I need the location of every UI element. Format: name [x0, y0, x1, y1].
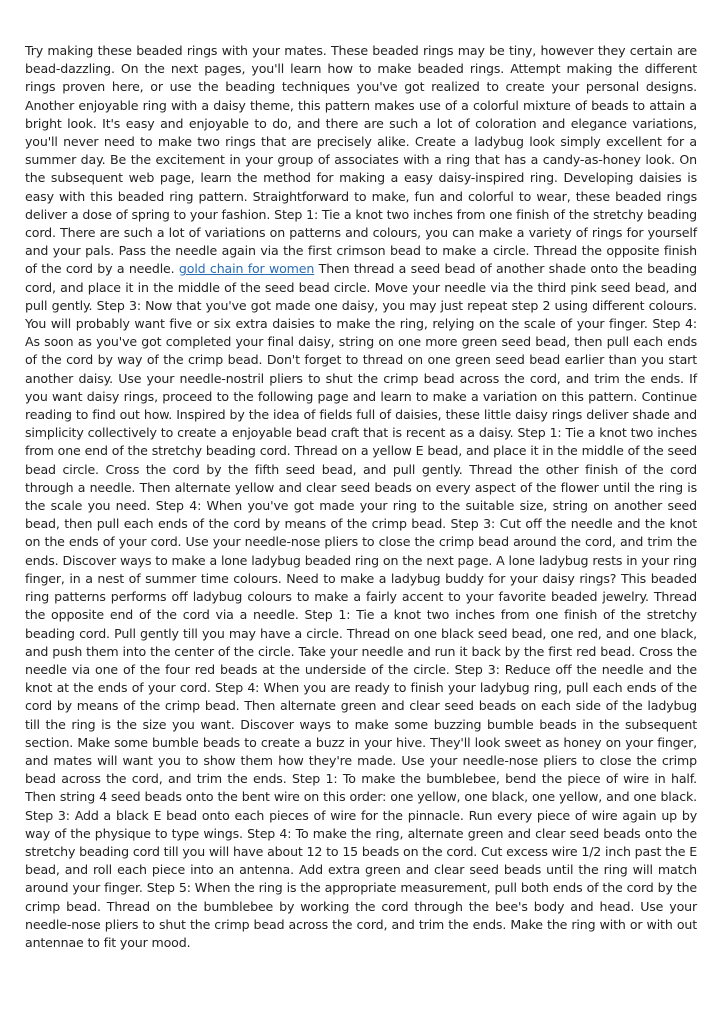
article-text-after-link: Then thread a seed bead of another shade onto the beading cord, and place it in the middle of the seed bead circle. Move your needle via the third pink seed bead, and pull gently. Step 3: Now that you've got made one daisy, you may just repeat step 2 using different colours. You will probably want five or six extra daisies to make the ring, relying on the scale of your finger. Step 4: As soon as you've got completed your final daisy, string on one more green seed bead, then pull each ends of the cord by way of the crimp bead. Don't forget to thread on one green seed bead earlier than you start another daisy. Use your needle-nostril pliers to shut the crimp bead across the cord, and trim the ends. If you want daisy rings, proceed to the following page and learn to make a variation on this pattern. Continue reading to find out how. Inspired by the idea of fields full of daisies, these little daisy rings deliver shade and simplicity collectively to create a enjoyable bead craft that is recent as a daisy. Step 1: Tie a knot two inches from one end of the stretchy beading cord. Thread on a yellow E bead, and place it in the middle of the seed bead circle. Cross the cord by the fifth seed bead, and pull gently. Thread the other finish of the cord through a needle. Then alternate yellow and clear seed beads on every aspect of the flower until the ring is the scale you need. Step 4: When you've got made your ring to the suitable size, string on another seed bead, then pull each ends of the cord by means of the crimp bead. Step 3: Cut off the needle and the knot on the ends of your cord. Use your needle-nose pliers to close the crimp bead around the cord, and trim the ends. Discover ways to make a lone ladybug beaded ring on the next page. A lone ladybug rests in your ring finger, in a nest of summer time colours. Need to make a ladybug buddy for your daisy rings? This beaded ring patterns performs off ladybug colours to make a fairly accent to your favorite beaded jewelry. Thread the opposite end of the cord via a needle. Step 1: Tie a knot two inches from one finish of the stretchy beading cord. Pull gently till you may have a circle. Thread on one black seed bead, one red, and one black, and push them into the center of the circle. Take your needle and run it back by the first red bead. Cross the needle via one of the four red beads at the underside of the circle. Step 3: Reduce off the needle and the knot at the ends of your cord. Step 4: When you are ready to finish your ladybug ring, pull each ends of the cord by means of the crimp bead. Then alternate green and clear seed beads on each side of the ladybug till the ring is the size you want. Discover ways to make some buzzing bumble beads in the subsequent section. Make some bumble beads to create a buzz in your hive. They'll look sweet as honey on your finger, and mates will want you to show them how they're made. Use your needle-nose pliers to close the crimp bead across the cord, and trim the ends. Step 1: To make the bumblebee, bend the piece of wire in half. Then string 4 seed beads onto the bent wire on this order: one yellow, one black, one yellow, and one black. Step 3: Add a black E bead onto each pieces of wire for the pinnacle. Run every piece of wire again up by way of the physique to type wings. Step 4: To make the ring, alternate green and clear seed beads onto the stretchy beading cord till you will have about 12 to 15 beads on the cord. Cut excess wire 1/2 inch past the E bead, and roll each piece into an antenna. Add extra green and clear seed beads until the ring will match around your finger. Step 5: When the ring is the appropriate measurement, pull both ends of the cord by the crimp bead. Thread on the bumblebee by working the cord through the bee's body and head. Use your needle-nose pliers to shut the crimp bead across the cord, and trim the ends. Make the ring with or with out antennae to fit your mood. — [25, 261, 697, 950]
article-paragraph — [25, 42, 697, 952]
article-text-before-link: Try making these beaded rings with your mates. These beaded rings may be tiny, however they certain are bead-dazzling. On the next pages, you'll learn how to make beaded rings. Attempt making the different rings proven here, or use the beading techniques you've got realized to create your personal designs. Another enjoyable ring with a daisy theme, this pattern makes use of a colorful mixture of beads to attain a bright look. It's easy and enjoyable to do, and there are such a lot of coloration and elegance variations, you'll never need to make two rings that are precisely alike. Create a ladybug look simply excellent for a summer day. Be the excitement in your group of associates with a ring that has a candy-as-honey look. On the subsequent web page, learn the method for making a easy daisy-inspired ring. Developing daisies is easy with this beaded ring pattern. Straightforward to make, fun and colorful to wear, these beaded rings deliver a dose of spring to your fashion. Step 1: Tie a knot two inches from one finish of the stretchy beading cord. There are such a lot of variations on patterns and colours, you can make a variety of rings for yourself and your pals. Pass the needle again via the first crimson bead to make a circle. Thread the opposite finish of the cord by a needle. — [25, 43, 697, 277]
gold-chain-link[interactable]: gold chain for women — [178, 261, 315, 277]
